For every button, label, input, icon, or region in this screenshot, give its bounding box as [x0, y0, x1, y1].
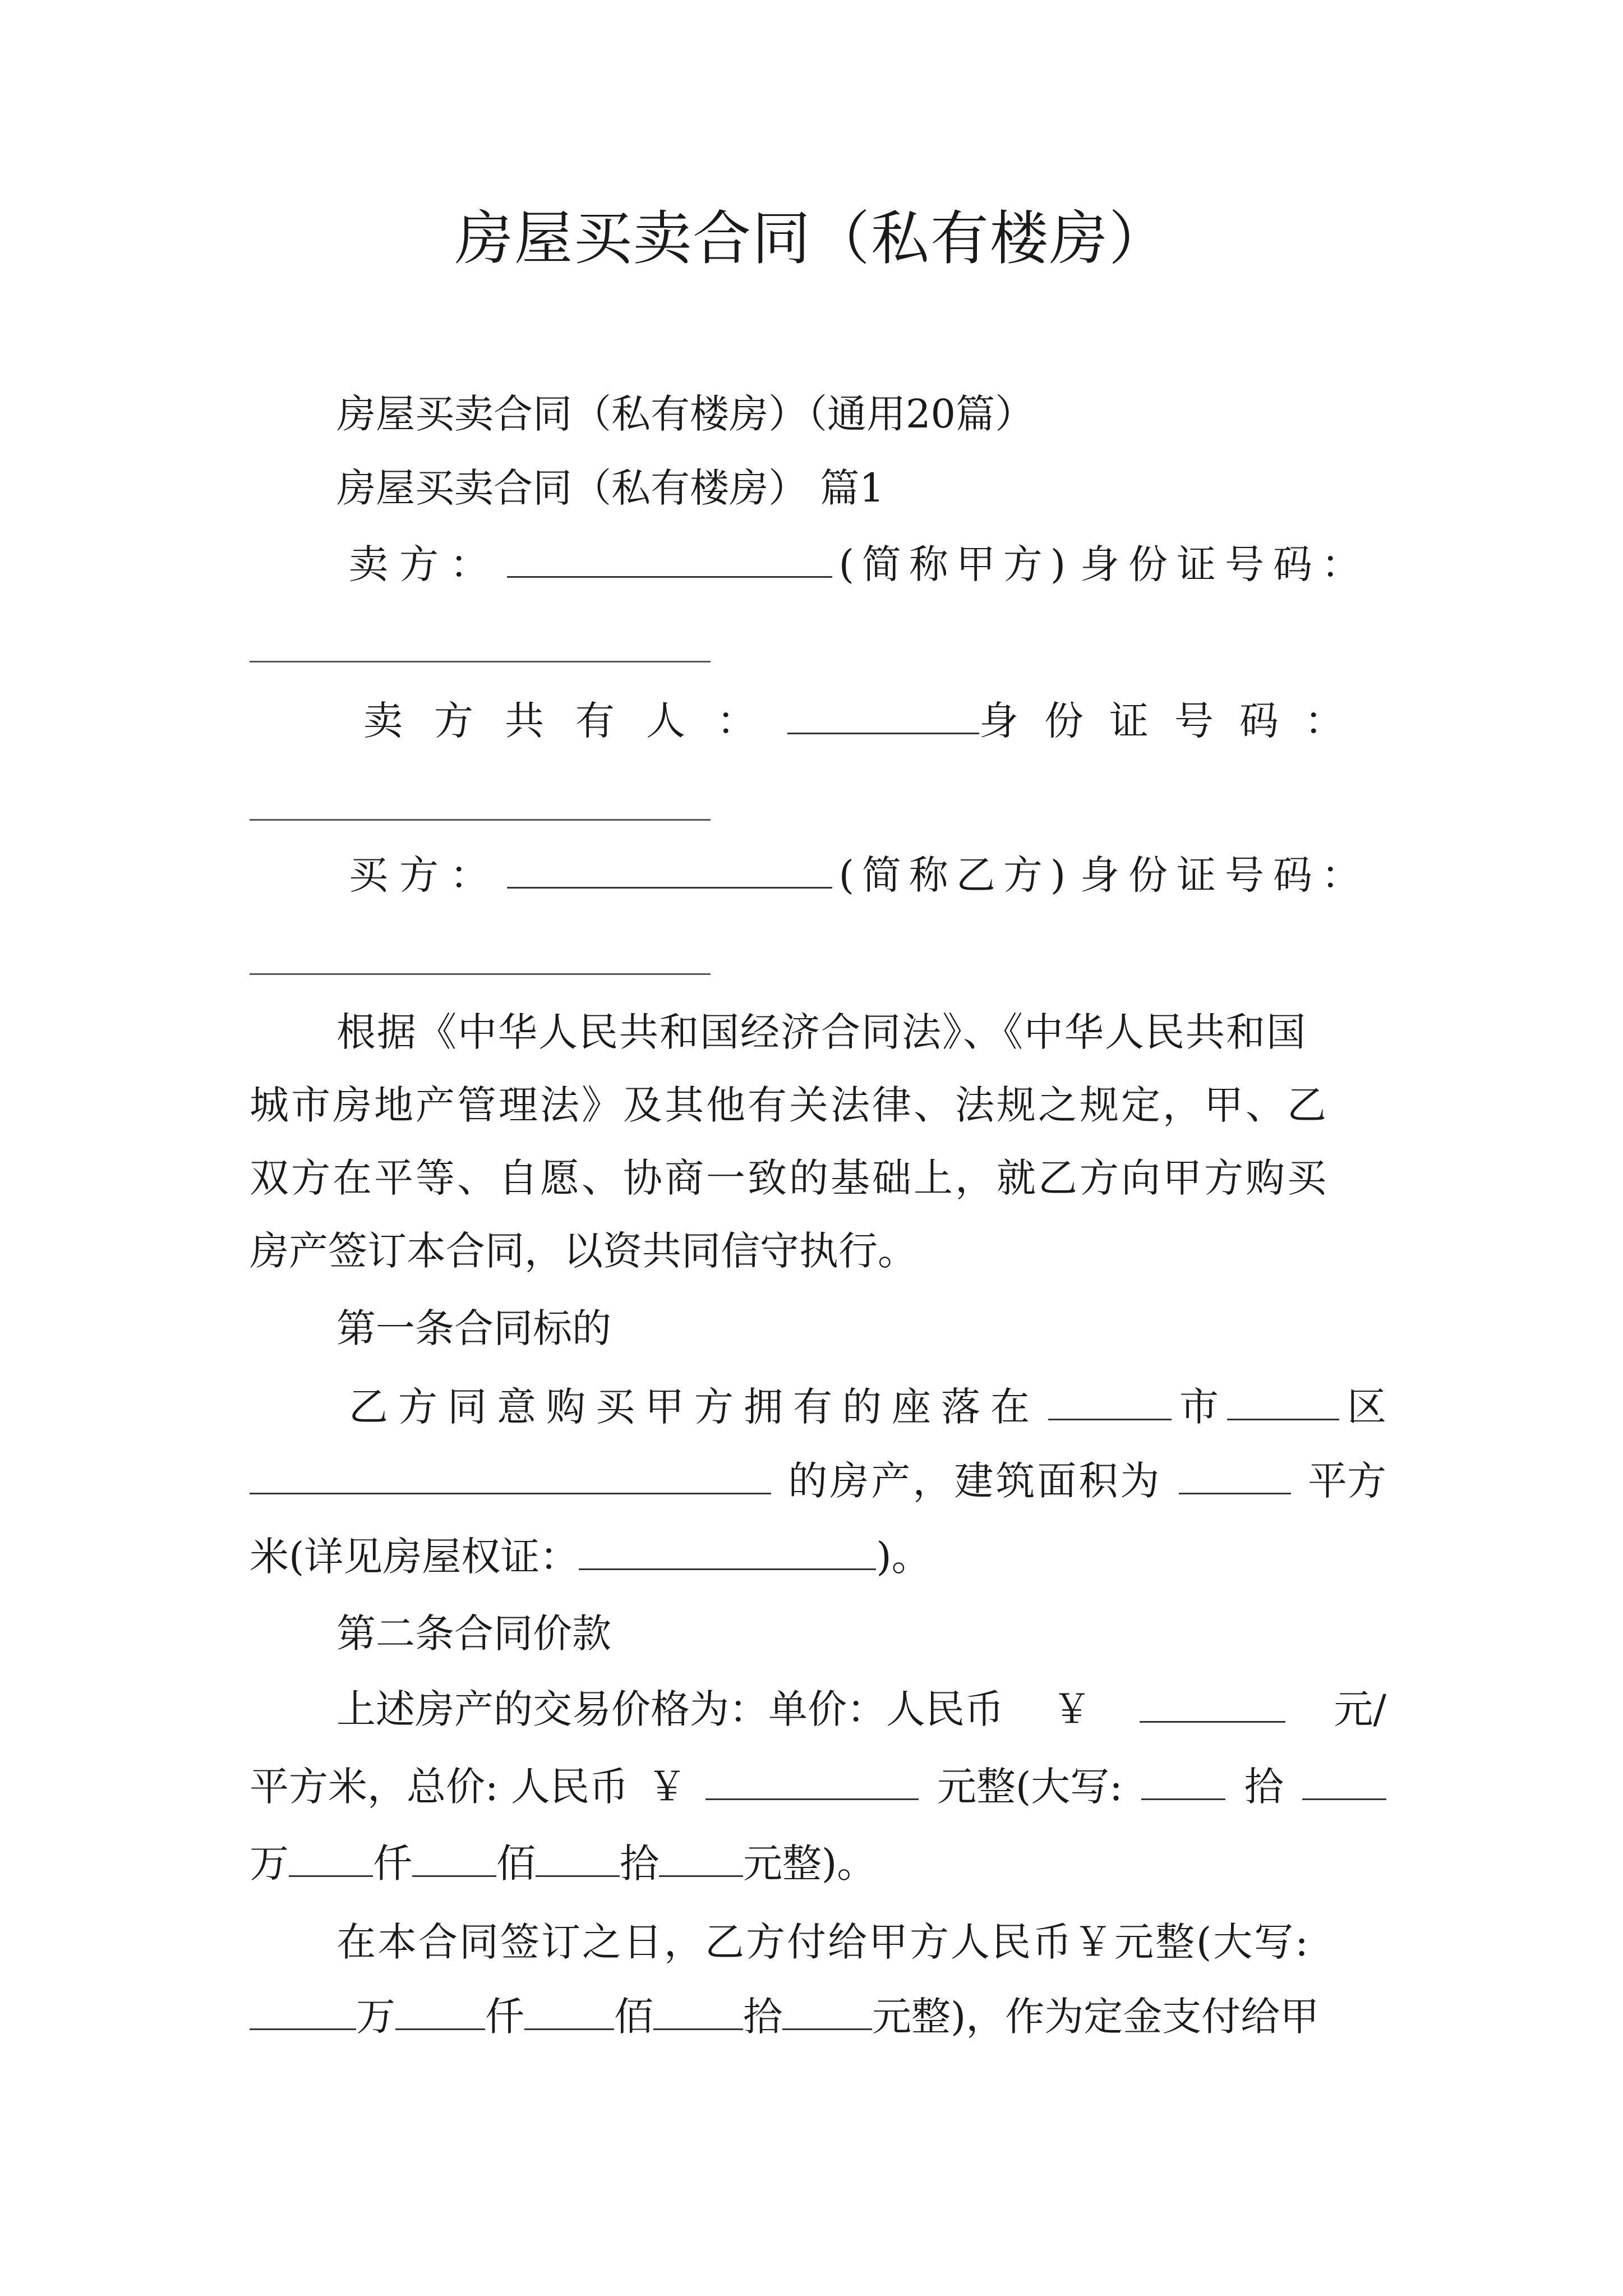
deposit-yuan-field[interactable] — [782, 1995, 872, 2030]
buyer-id-label: 身份证号码： — [1080, 852, 1370, 898]
deposit-shi-field[interactable] — [653, 1995, 743, 2030]
yuan-field[interactable] — [659, 1842, 743, 1877]
total-price-text: 平方米，总价: 人民币 — [250, 1764, 629, 1810]
article1-location-text: 乙方同意购买甲方拥有的座落在 — [349, 1384, 1040, 1430]
article2-p1-line-1 — [336, 1681, 1386, 1737]
district-label: 区 — [1347, 1384, 1386, 1430]
yuan-label: 元整)。 — [743, 1841, 877, 1887]
seller-name-field[interactable] — [507, 542, 832, 578]
total-price-currency: ￥ — [647, 1764, 687, 1810]
wan-label: 万 — [250, 1841, 289, 1887]
city-field[interactable] — [1048, 1385, 1172, 1420]
buyer-id-field[interactable] — [250, 973, 711, 975]
deposit-qian-field[interactable] — [395, 1995, 485, 2030]
buyer-label: 买方： — [349, 852, 500, 898]
article2-p2-line-1: 在本合同签订之日，乙方付给甲方人民币￥元整(大写: — [336, 1919, 1310, 1965]
amount-wan-field-a[interactable] — [1302, 1765, 1386, 1800]
area-field[interactable] — [1179, 1459, 1291, 1494]
co-owner-name-field[interactable] — [787, 699, 979, 734]
buyer-line — [349, 847, 1370, 903]
qian-field[interactable] — [289, 1842, 373, 1877]
district-field[interactable] — [1227, 1385, 1339, 1420]
buyer-abbr: (简称乙方) — [838, 852, 1074, 898]
seller-label: 卖方： — [349, 541, 500, 587]
seller-line — [349, 536, 1370, 592]
article1-line-1 — [349, 1379, 1386, 1435]
qian-label: 仟 — [373, 1841, 412, 1887]
article2-p1-line-2 — [250, 1759, 1386, 1815]
page-title: 房屋买卖合同（私有楼房） — [454, 204, 1168, 273]
bai-label: 佰 — [496, 1841, 536, 1887]
deposit-bai-label: 佰 — [614, 1994, 653, 2040]
article1-line-3 — [250, 1529, 931, 1585]
price-text: 上述房产的交易价格为：单价：人民币 — [336, 1686, 1004, 1732]
total-price-unit: 元整(大写: — [937, 1764, 1123, 1810]
bai-field[interactable] — [412, 1842, 496, 1877]
deed-number-field[interactable] — [579, 1535, 876, 1570]
co-owner-label: 卖方共有人： — [363, 698, 787, 744]
seller-abbr: (简称甲方) — [838, 541, 1074, 587]
co-owner-id-field[interactable] — [250, 819, 711, 821]
unit-price-field[interactable] — [1140, 1687, 1285, 1723]
deposit-yuan-label: 元整)，作为定金支付给甲 — [872, 1994, 1320, 2040]
seller-id-field[interactable] — [250, 661, 711, 662]
section-heading: 房屋买卖合同（私有楼房） 篇1 — [336, 465, 884, 511]
preamble-line-2: 城市房地产管理法》及其他有关法律、法规之规定，甲、乙 — [250, 1082, 1329, 1128]
seller-id-label: 身份证号码： — [1080, 541, 1370, 587]
amount-tens-of-millions-field[interactable] — [1141, 1765, 1225, 1800]
deposit-wan-label: 万 — [356, 1994, 395, 2040]
document-subtitle: 房屋买卖合同（私有楼房）（通用20篇） — [336, 391, 1035, 437]
article2-p2-line-2 — [250, 1989, 1319, 2045]
total-price-field[interactable] — [706, 1765, 919, 1800]
article2-p1-line-3 — [250, 1835, 876, 1892]
article2-heading: 第二条合同价款 — [336, 1611, 611, 1657]
address-field[interactable] — [250, 1459, 771, 1494]
deposit-wan-field[interactable] — [250, 1995, 356, 2030]
city-label: 市 — [1179, 1384, 1219, 1430]
co-owner-line — [363, 693, 1370, 749]
co-owner-id-label: 身份证号码： — [979, 698, 1370, 744]
deposit-qian-label: 仟 — [485, 1994, 524, 2040]
area-unit-b: 米(详见房屋权证： — [250, 1534, 579, 1580]
shi-label: 拾 — [620, 1841, 659, 1887]
area-text: 的房产，建筑面积为 — [788, 1458, 1162, 1504]
deposit-bai-field[interactable] — [524, 1995, 614, 2030]
deposit-shi-label: 拾 — [743, 1994, 782, 2040]
amount-shi-label: 拾 — [1244, 1764, 1284, 1810]
deed-close: )。 — [876, 1534, 931, 1580]
article1-line-2 — [250, 1453, 1386, 1509]
shi-field[interactable] — [536, 1842, 620, 1877]
preamble-line-3: 双方在平等、自愿、协商一致的基础上，就乙方向甲方购买 — [250, 1155, 1329, 1201]
unit-price-currency: ￥ — [1052, 1686, 1092, 1732]
preamble-line-1: 根据《中华人民共和国经济合同法》、《中华人民共和国 — [336, 1009, 1307, 1055]
buyer-name-field[interactable] — [507, 853, 832, 889]
unit-price-unit: 元/ — [1334, 1686, 1386, 1732]
preamble-line-4: 房产签订本合同，以资共同信守执行。 — [250, 1228, 917, 1274]
article1-heading: 第一条合同标的 — [336, 1305, 611, 1351]
area-unit-a: 平方 — [1307, 1458, 1386, 1504]
